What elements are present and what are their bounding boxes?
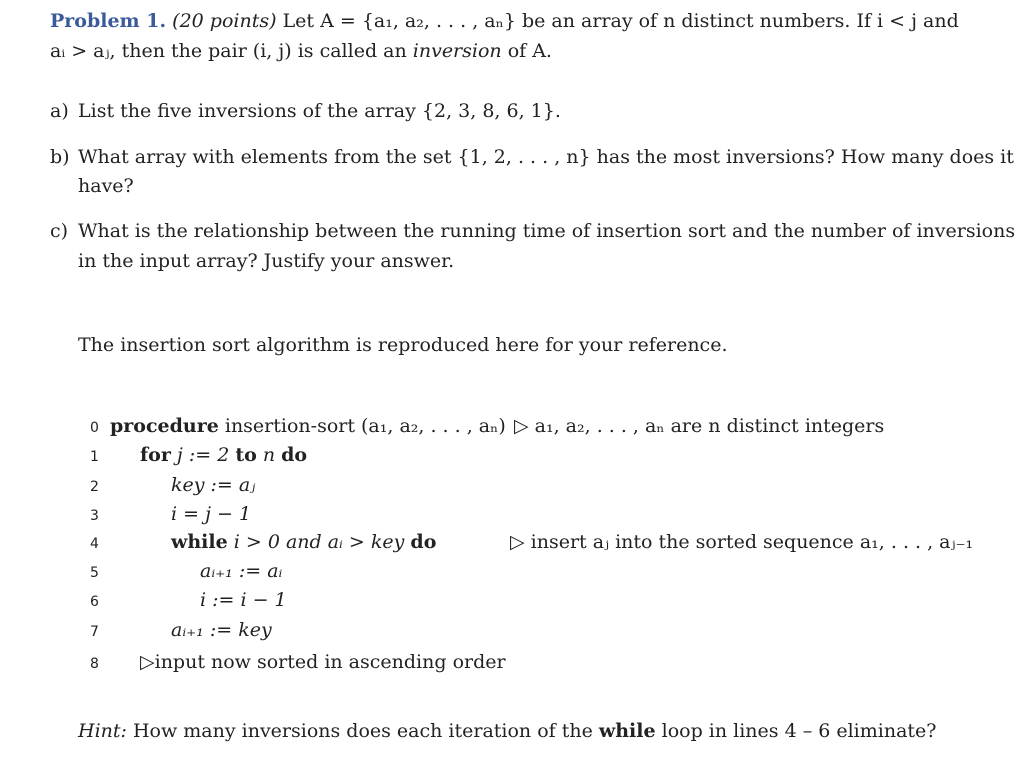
algo-line-1-text: j := 2 (170, 444, 236, 466)
line-number: 1 (90, 449, 99, 465)
algo-line-4 (171, 531, 436, 553)
algo-line-7: aᵢ₊₁ := key (171, 619, 272, 641)
algo-line-3: i = j − 1 (171, 503, 252, 525)
part-c-label: c) (50, 220, 69, 242)
line-number: 3 (90, 508, 99, 524)
algo-line-0-text: insertion-sort (a₁, a₂, . . . , aₙ) (218, 415, 506, 437)
problem-points: (20 points) (172, 10, 277, 32)
part-b-text-line1: What array with elements from the set {1, 2, . . . , n} has the most inversions? How many does it (78, 146, 1014, 168)
line-number: 8 (90, 656, 99, 672)
algo-line-1-text2: n (256, 444, 282, 466)
algo-line-2: key := aⱼ (171, 474, 256, 496)
keyword-for: for (140, 444, 171, 466)
reference-text: The insertion sort algorithm is reproduced here for your reference. (78, 334, 728, 356)
algo-comment-4: ▷ insert aⱼ into the sorted sequence a₁, . . . , aⱼ₋₁ (510, 531, 974, 553)
part-b-label: b) (50, 146, 70, 168)
hint-post: loop in lines 4 – 6 eliminate? (655, 720, 937, 742)
problem-title: Problem 1. (50, 10, 167, 32)
keyword-procedure: procedure (110, 415, 219, 437)
algo-line-8: ▷input now sorted in ascending order (140, 651, 506, 673)
problem-statement-line2 (50, 40, 552, 62)
problem-line2-pre: aᵢ > aⱼ, then the pair (i, j) is called an (50, 40, 413, 62)
line-number: 0 (90, 420, 99, 436)
hint (78, 720, 936, 742)
line-number: 7 (90, 624, 99, 640)
problem-line1-text: Let A = {a₁, a₂, . . . , aₙ} be an array of n distinct numbers. If i < j and (282, 10, 959, 32)
algo-comment-0: ▷ a₁, a₂, . . . , aₙ are n distinct integers (514, 415, 885, 437)
hint-label: Hint: (78, 720, 127, 742)
algo-line-0 (110, 415, 506, 437)
part-c-text-line1: What is the relationship between the running time of insertion sort and the number of inversions (78, 220, 1016, 242)
algo-line-5: aᵢ₊₁ := aᵢ (200, 560, 283, 582)
line-number: 2 (90, 479, 99, 495)
keyword-do: do (410, 531, 437, 553)
line-number: 5 (90, 565, 99, 581)
problem-line2-post: of A. (501, 40, 552, 62)
hint-keyword-while: while (598, 720, 656, 742)
inversion-term: inversion (412, 40, 502, 62)
keyword-do: do (281, 444, 308, 466)
keyword-to: to (235, 444, 257, 466)
part-a-text: List the five inversions of the array {2, 3, 8, 6, 1}. (78, 100, 561, 122)
keyword-while: while (171, 531, 228, 553)
line-number: 6 (90, 594, 99, 610)
part-b-text-line2: have? (78, 175, 134, 197)
hint-pre: How many inversions does each iteration of the (126, 720, 599, 742)
line-number: 4 (90, 536, 99, 552)
algo-line-1 (140, 444, 307, 466)
part-a-label: a) (50, 100, 69, 122)
algo-line-6: i := i − 1 (200, 589, 287, 611)
algo-line-4-text: i > 0 and aᵢ > key (227, 531, 411, 553)
part-c-text-line2: in the input array? Justify your answer. (78, 250, 455, 272)
problem-statement-line1 (50, 10, 959, 32)
